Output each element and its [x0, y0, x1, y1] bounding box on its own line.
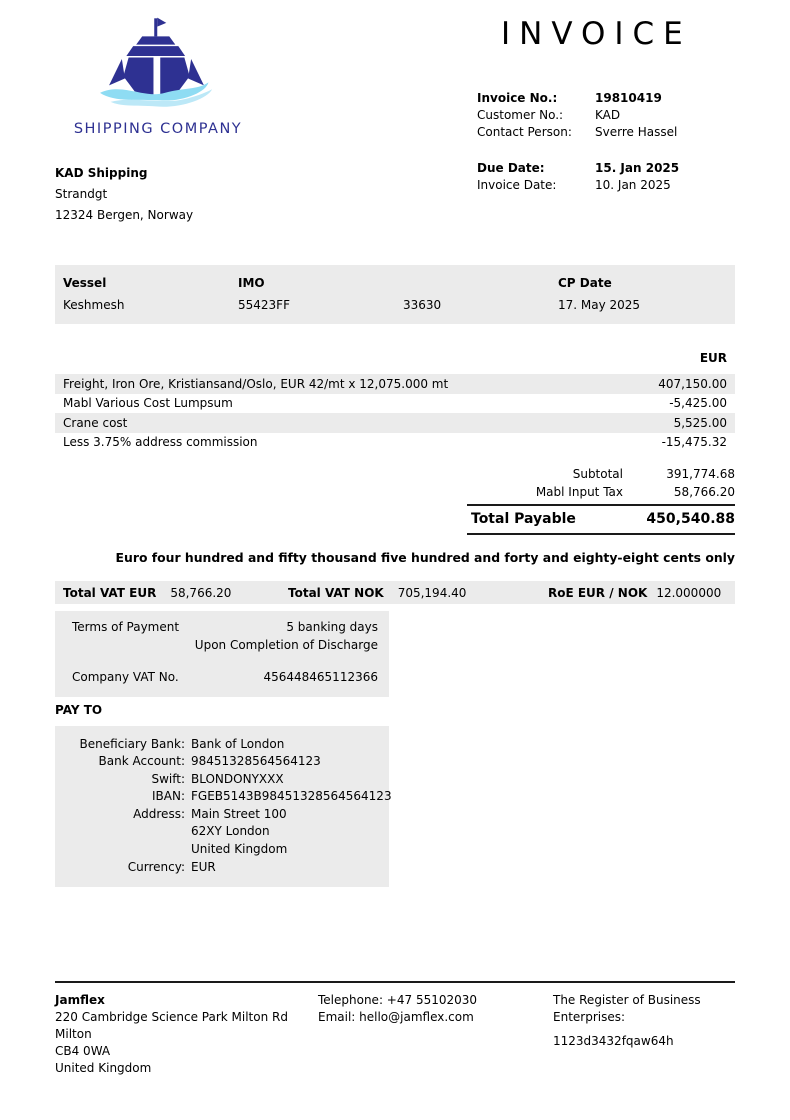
roe-value: 12.000000	[656, 585, 722, 600]
due-date-value: 15. Jan 2025	[595, 161, 680, 175]
item-amount: 5,525.00	[673, 415, 727, 430]
line-item-row	[55, 413, 735, 433]
invoice-meta-group-2	[477, 160, 735, 194]
line-items-table	[55, 351, 735, 452]
footer-company-name: Jamflex	[55, 993, 105, 1007]
item-description: Crane cost	[63, 415, 128, 430]
imo-value: 55423FF	[238, 298, 290, 312]
terms-payment-row	[72, 619, 378, 637]
beneficiary-bank-value: Bank of London	[191, 736, 285, 751]
due-date-row	[477, 160, 735, 177]
due-date-label: Due Date:	[477, 161, 545, 175]
roe-group	[548, 586, 721, 600]
swift-label: Swift:	[151, 771, 185, 786]
pay-to-heading: PAY TO	[55, 702, 103, 717]
item-description: Freight, Iron Ore, Kristiansand/Oslo, EUR 42/mt x 12,075.000 mt	[63, 376, 449, 391]
item-amount: 407,150.00	[658, 376, 727, 391]
address-label-empty	[63, 823, 185, 841]
amount-in-words: Euro four hundred and fifty thousand five hundred and forty and eighty-eight cents only	[115, 550, 735, 565]
footer-contact-block	[318, 992, 553, 1077]
footer	[55, 981, 735, 1077]
logo-company-name: SHIPPING COMPANY	[73, 121, 243, 137]
contact-person-label: Contact Person:	[477, 125, 572, 139]
footer-email: Email: hello@jamflex.com	[318, 1010, 474, 1024]
bank-account-label: Bank Account:	[98, 754, 185, 769]
line-item-row	[55, 374, 735, 394]
roe-label: RoE EUR / NOK	[548, 585, 648, 600]
total-vat-nok-value: 705,194.40	[397, 585, 467, 600]
address-value-2: 62XY London	[191, 824, 270, 839]
total-vat-nok-group	[288, 586, 548, 600]
address-value-3: United Kingdom	[191, 842, 288, 857]
line-item-row	[55, 433, 735, 453]
sender-address-line: 12324 Bergen, Norway	[55, 208, 194, 222]
beneficiary-bank-label: Beneficiary Bank:	[79, 736, 185, 751]
currency-label: Currency:	[127, 859, 185, 874]
invoice-title: INVOICE	[501, 16, 692, 52]
swift-value: BLONDONYXXX	[191, 771, 284, 786]
footer-address-line: Milton	[55, 1027, 92, 1041]
sender-address-block	[55, 163, 365, 226]
header-left	[55, 14, 365, 226]
subtotal-value: 391,774.68	[666, 467, 735, 481]
address-value: Main Street 100	[191, 806, 287, 821]
line-item-row	[55, 394, 735, 414]
currency-row	[63, 859, 381, 877]
header	[55, 14, 735, 226]
total-payable-value: 450,540.88	[646, 511, 735, 527]
terms-spacer	[72, 654, 378, 669]
terms-payment-value: 5 banking days	[286, 620, 378, 634]
shipping-company-logo	[55, 14, 261, 137]
terms-payment-value-2: Upon Completion of Discharge	[194, 637, 378, 652]
invoice-date-value: 10. Jan 2025	[595, 178, 671, 192]
customer-number-value: KAD	[595, 108, 621, 122]
bank-account-value: 98451328564564123	[191, 754, 321, 769]
terms-payment-label: Terms of Payment	[72, 620, 180, 634]
iban-row	[63, 788, 392, 806]
ship-icon	[94, 14, 222, 116]
input-tax-row	[467, 483, 735, 501]
footer-register-block	[553, 992, 735, 1077]
swift-row	[63, 771, 381, 789]
company-vat-label: Company VAT No.	[72, 670, 179, 684]
register-label: The Register of Business Enterprises:	[553, 993, 701, 1024]
address-label: Address:	[133, 806, 185, 821]
vessel-col3-value: 33630	[403, 298, 442, 312]
vessel-name: Keshmesh	[63, 298, 125, 312]
sender-address-line: Strandgt	[55, 187, 108, 201]
address-label-empty	[63, 841, 185, 859]
invoice-number-row	[477, 90, 735, 107]
pay-to-box	[55, 726, 392, 888]
contact-person-row	[477, 124, 735, 141]
iban-value: FGEB5143B98451328564564123	[191, 789, 392, 804]
address-row	[63, 806, 381, 824]
customer-number-label: Customer No.:	[477, 108, 564, 122]
company-vat-row	[72, 669, 378, 687]
beneficiary-bank-row	[63, 736, 381, 754]
contact-person-value: Sverre Hassel	[595, 125, 678, 139]
vat-summary-bar	[55, 581, 735, 604]
vessel-col3-header	[403, 274, 558, 292]
sender-name: KAD Shipping	[55, 166, 148, 180]
currency-column-header: EUR	[699, 351, 727, 365]
cp-date-value: 17. May 2025	[558, 298, 641, 312]
vessel-table-row	[63, 296, 727, 314]
vessel-header: Vessel	[63, 276, 107, 290]
item-description: Mabl Various Cost Lumpsum	[63, 396, 233, 411]
footer-address-line: United Kingdom	[55, 1061, 152, 1075]
subtotal-row	[467, 465, 735, 483]
invoice-date-label: Invoice Date:	[477, 178, 557, 192]
total-vat-eur-label: Total VAT EUR	[63, 585, 157, 600]
bank-account-row	[63, 753, 381, 771]
invoice-number-value: 19810419	[595, 91, 662, 105]
terms-of-payment-box	[55, 611, 389, 697]
cp-date-header: CP Date	[558, 276, 612, 290]
vessel-table	[55, 265, 735, 324]
company-vat-value: 456448465112366	[263, 670, 378, 684]
vessel-table-header	[63, 274, 727, 292]
subtotal-label: Subtotal	[572, 467, 623, 481]
invoice-number-label: Invoice No.:	[477, 91, 558, 105]
item-amount: -5,425.00	[669, 396, 727, 411]
invoice-date-row	[477, 177, 735, 194]
input-tax-value: 58,766.20	[673, 485, 735, 499]
total-vat-eur-group	[63, 586, 288, 600]
iban-label: IBAN:	[152, 789, 185, 804]
total-vat-eur-value: 58,766.20	[170, 585, 232, 600]
footer-phone: Telephone: +47 55102030	[318, 993, 478, 1007]
register-value: 1123d3432fqaw64h	[553, 1034, 674, 1048]
total-vat-nok-label: Total VAT NOK	[288, 585, 384, 600]
footer-address-line: CB4 0WA	[55, 1044, 111, 1058]
header-right	[477, 14, 735, 226]
item-amount: -15,475.32	[661, 435, 727, 450]
footer-company-block	[55, 992, 318, 1077]
item-description: Less 3.75% address commission	[63, 435, 258, 450]
imo-header: IMO	[238, 276, 265, 290]
customer-number-row	[477, 107, 735, 124]
totals-block	[467, 465, 735, 535]
address-row-2	[63, 823, 381, 841]
currency-value: EUR	[191, 859, 216, 874]
footer-address-line: 220 Cambridge Science Park Milton Rd	[55, 1010, 288, 1024]
invoice-meta-group-1	[477, 90, 735, 141]
total-payable-label: Total Payable	[471, 511, 576, 527]
input-tax-label: Mabl Input Tax	[535, 485, 623, 499]
address-row-3	[63, 841, 381, 859]
total-payable-row	[467, 504, 735, 535]
